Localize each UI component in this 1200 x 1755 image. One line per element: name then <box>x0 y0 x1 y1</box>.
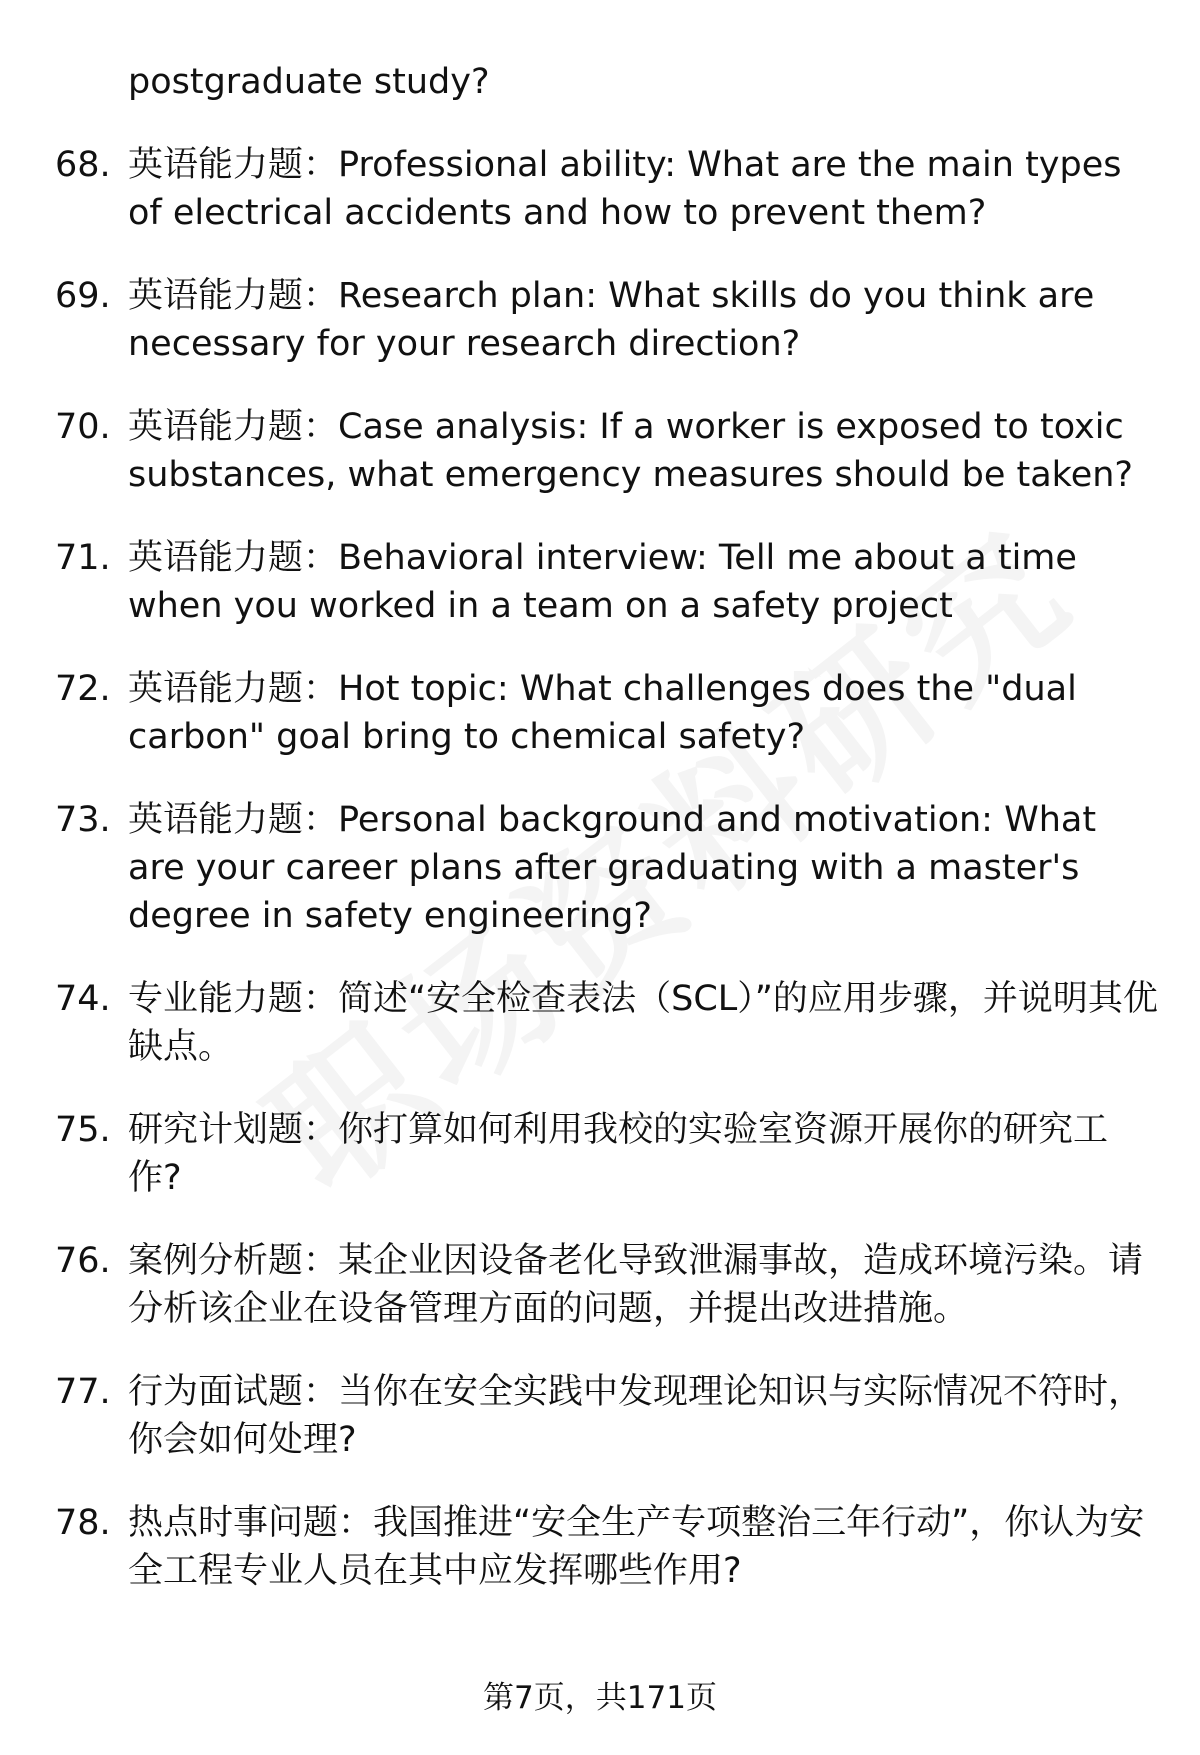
question-text: 英语能力题：Hot topic: What challenges does the "dual carbon" goal bring to chemical safety? <box>128 669 1077 757</box>
question-number: 77. <box>55 1372 111 1412</box>
question-list <box>0 141 1200 1630</box>
list-item <box>0 534 1200 630</box>
list-item <box>0 1499 1200 1595</box>
question-text: 英语能力题：Personal background and motivation: What are your career plans after graduating with a master's degree in safety engineering? <box>128 800 1097 936</box>
question-number: 78. <box>55 1503 111 1543</box>
question-number: 69. <box>55 276 111 316</box>
question-text: 专业能力题：简述“安全检查表法（SCL）”的应用步骤，并说明其优缺点。 <box>128 979 1158 1067</box>
question-text: 研究计划题：你打算如何利用我校的实验室资源开展你的研究工作? <box>128 1110 1109 1198</box>
question-text: 英语能力题：Research plan: What skills do you think are necessary for your research direction? <box>128 276 1095 364</box>
question-text: 英语能力题：Behavioral interview: Tell me about a time when you worked in a team on a safety project <box>128 538 1077 626</box>
question-text: 行为面试题：当你在安全实践中发现理论知识与实际情况不符时，你会如何处理? <box>128 1372 1144 1460</box>
question-number: 72. <box>55 669 111 709</box>
lead-text: postgraduate study? <box>128 62 490 102</box>
question-number: 70. <box>55 407 111 447</box>
question-number: 75. <box>55 1110 111 1150</box>
list-item <box>0 1106 1200 1202</box>
question-text: 英语能力题：Professional ability: What are the main types of electrical accidents and how to prevent them? <box>128 145 1122 233</box>
list-item <box>0 796 1200 940</box>
page-footer: 第7页，共171页 <box>483 1680 717 1716</box>
list-item <box>0 1368 1200 1464</box>
question-number: 73. <box>55 800 111 840</box>
question-text: 英语能力题：Case analysis: If a worker is exposed to toxic substances, what emergency measures should be taken? <box>128 407 1133 495</box>
question-number: 68. <box>55 145 111 185</box>
question-number: 74. <box>55 979 111 1019</box>
question-text: 热点时事问题：我国推进“安全生产专项整治三年行动”，你认为安全工程专业人员在其中应发挥哪些作用? <box>128 1503 1145 1591</box>
list-item <box>0 141 1200 237</box>
list-item <box>0 665 1200 761</box>
list-item <box>0 403 1200 499</box>
question-number: 71. <box>55 538 111 578</box>
question-text: 案例分析题：某企业因设备老化导致泄漏事故，造成环境污染。请分析该企业在设备管理方面的问题，并提出改进措施。 <box>128 1241 1144 1329</box>
list-item <box>0 272 1200 368</box>
list-item <box>0 975 1200 1071</box>
list-item <box>0 1237 1200 1333</box>
question-number: 76. <box>55 1241 111 1281</box>
